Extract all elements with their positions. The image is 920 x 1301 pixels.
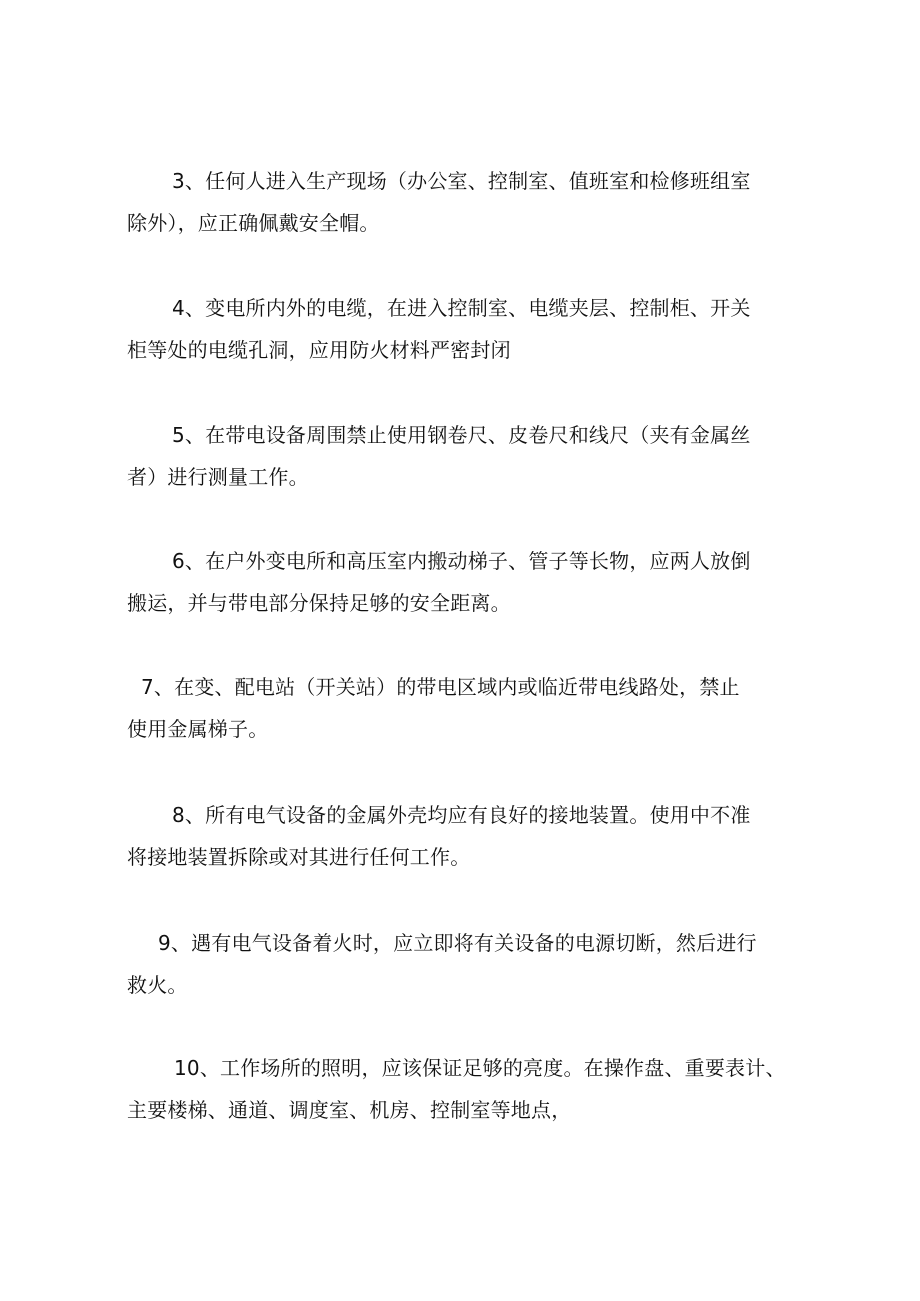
paragraph-item-10 xyxy=(127,1047,799,1131)
paragraph-line: 者）进行测量工作。 xyxy=(127,465,309,489)
paragraph-line: 6、在户外变电所和高压室内搬动梯子、管子等长物，应两人放倒 xyxy=(172,549,751,573)
paragraph-item-4 xyxy=(127,287,799,371)
paragraph-item-7 xyxy=(127,666,799,750)
paragraph-line: 柜等处的电缆孔洞，应用防火材料严密封闭 xyxy=(127,338,511,362)
paragraph-line: 将接地装置拆除或对其进行任何工作。 xyxy=(127,845,471,869)
paragraph-line: 使用金属梯子。 xyxy=(127,717,269,741)
paragraph-line: 3、任何人进入生产现场（办公室、控制室、值班室和检修班组室 xyxy=(172,169,751,193)
paragraph-item-5 xyxy=(127,414,799,498)
paragraph-line: 4、变电所内外的电缆，在进入控制室、电缆夹层、控制柜、开关 xyxy=(172,296,751,320)
paragraph-line: 7、在变、配电站（开关站）的带电区域内或临近带电线路处，禁止 xyxy=(141,675,740,699)
paragraph-item-8 xyxy=(127,794,799,878)
paragraph-line: 主要楼梯、通道、调度室、机房、控制室等地点， xyxy=(127,1098,572,1122)
paragraph-line: 5、在带电设备周围禁止使用钢卷尺、皮卷尺和线尺（夹有金属丝 xyxy=(172,423,751,447)
paragraph-item-9 xyxy=(127,922,799,1006)
paragraph-line: 10、工作场所的照明，应该保证足够的亮度。在操作盘、重要表计、 xyxy=(174,1056,786,1080)
paragraph-line: 除外），应正确佩戴安全帽。 xyxy=(127,211,380,235)
paragraph-line: 9、遇有电气设备着火时，应立即将有关设备的电源切断，然后进行 xyxy=(158,931,757,955)
paragraph-item-3 xyxy=(127,160,799,244)
paragraph-line: 救火。 xyxy=(127,973,188,997)
paragraph-line: 8、所有电气设备的金属外壳均应有良好的接地装置。使用中不准 xyxy=(172,803,751,827)
paragraph-item-6 xyxy=(127,540,799,624)
paragraph-line: 搬运，并与带电部分保持足够的安全距离。 xyxy=(127,591,511,615)
